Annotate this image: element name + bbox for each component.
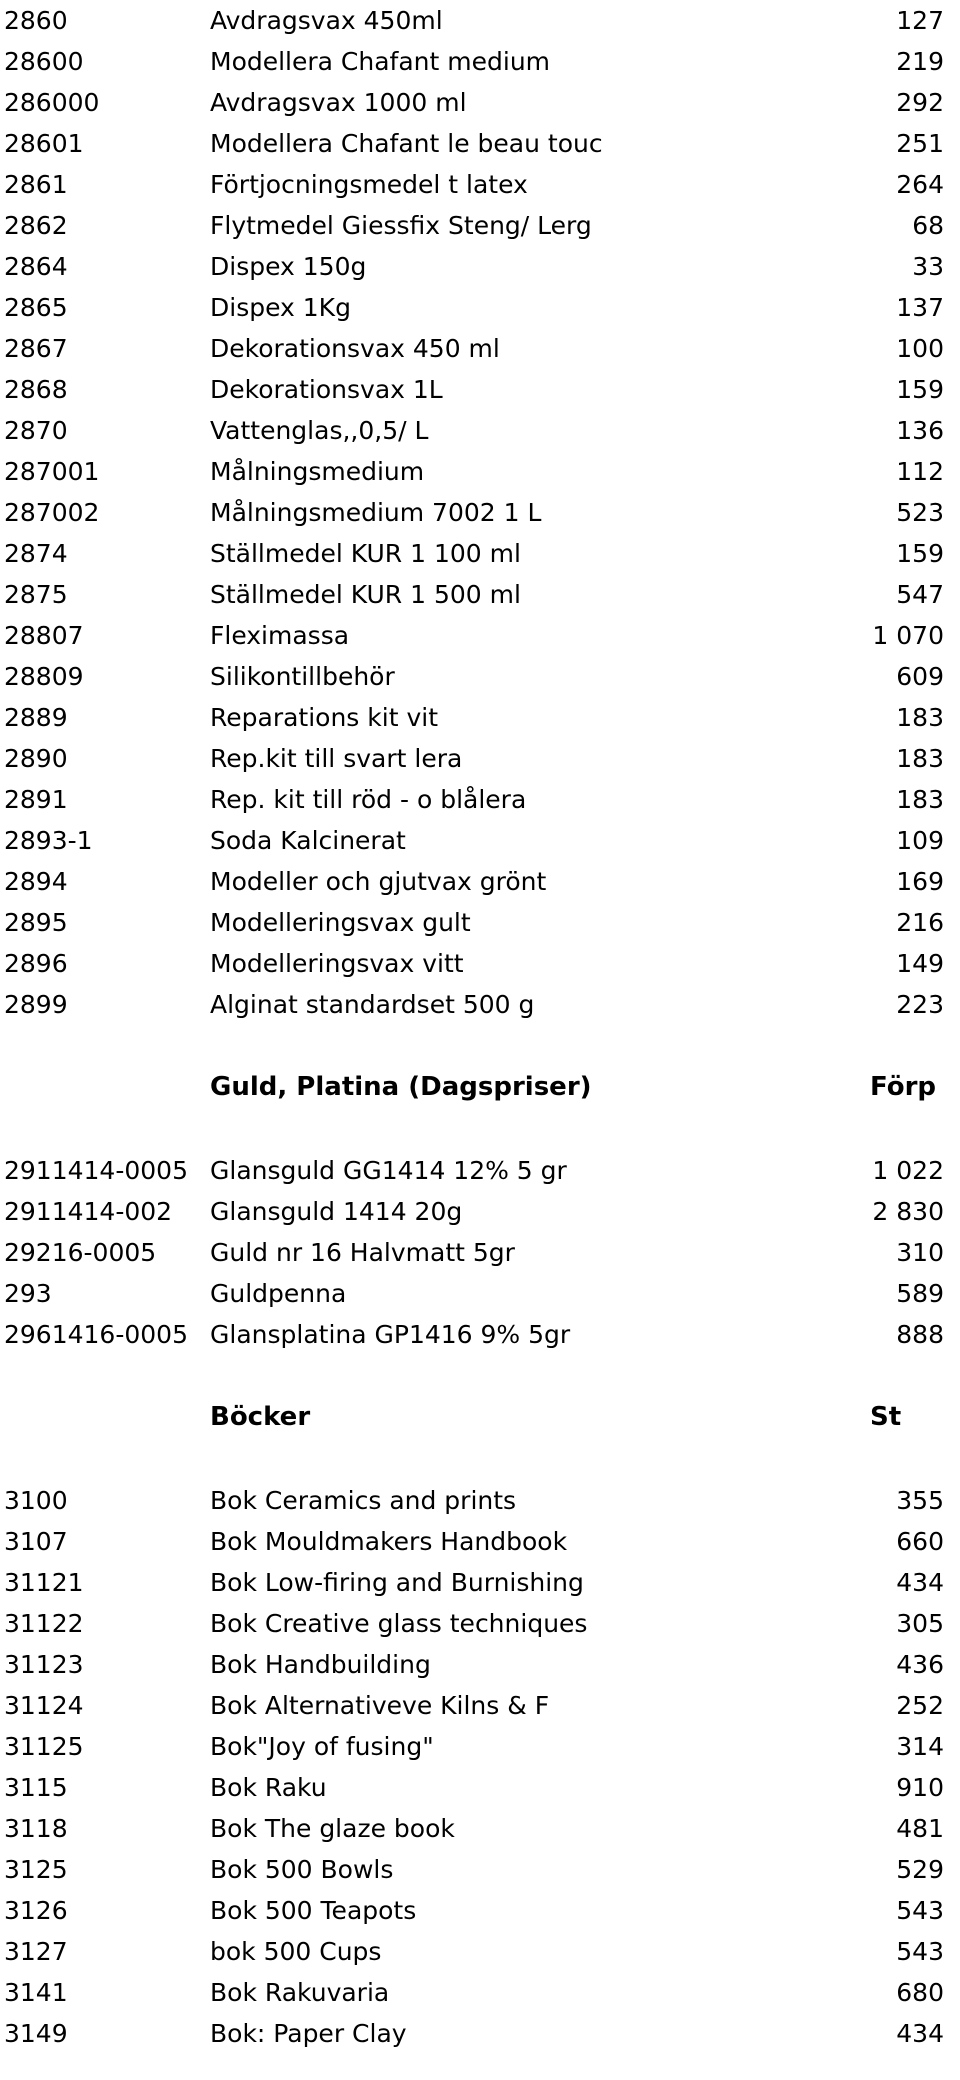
article-description: Modeller och gjutvax grönt [210, 867, 547, 896]
table-row [0, 1849, 960, 1890]
article-number: 2874 [4, 539, 68, 568]
table-row [0, 1150, 960, 1191]
article-price: 543 [896, 1896, 944, 1925]
article-price: 100 [896, 334, 944, 363]
table-row [0, 574, 960, 615]
article-description: Bok"Joy of fusing" [210, 1732, 434, 1761]
table-row [0, 1562, 960, 1603]
article-description: Modelleringsvax vitt [210, 949, 464, 978]
article-price: 252 [896, 1691, 944, 1720]
price-list-section-books [0, 1480, 960, 2054]
article-description: Bok 500 Teapots [210, 1896, 417, 1925]
table-row [0, 410, 960, 451]
article-price: 183 [896, 744, 944, 773]
article-price: 219 [896, 47, 944, 76]
article-number: 2893-1 [4, 826, 93, 855]
article-number: 2868 [4, 375, 68, 404]
table-row [0, 1273, 960, 1314]
article-number: 2890 [4, 744, 68, 773]
article-description: Ställmedel KUR 1 100 ml [210, 539, 521, 568]
article-description: Dekorationsvax 450 ml [210, 334, 500, 363]
price-list-section-gold [0, 1150, 960, 1355]
article-description: Soda Kalcinerat [210, 826, 406, 855]
article-number: 31124 [4, 1691, 84, 1720]
article-price: 547 [896, 580, 944, 609]
article-description: Avdragsvax 1000 ml [210, 88, 467, 117]
article-description: Bok Low-firing and Burnishing [210, 1568, 584, 1597]
table-row [0, 902, 960, 943]
section-heading-books [0, 1397, 960, 1438]
table-row [0, 1314, 960, 1355]
article-number: 2860 [4, 6, 68, 35]
table-row [0, 1480, 960, 1521]
article-price: 523 [896, 498, 944, 527]
article-description: Dekorationsvax 1L [210, 375, 443, 404]
article-description: Rep.kit till svart lera [210, 744, 463, 773]
article-number: 28809 [4, 662, 84, 691]
table-row [0, 492, 960, 533]
table-row [0, 41, 960, 82]
article-price: 609 [896, 662, 944, 691]
article-description: Bok Alternativeve Kilns & F [210, 1691, 550, 1720]
article-price: 136 [896, 416, 944, 445]
article-description: Reparations kit vit [210, 703, 438, 732]
article-number: 2894 [4, 867, 68, 896]
table-row [0, 2013, 960, 2054]
table-row [0, 246, 960, 287]
table-row [0, 1808, 960, 1849]
article-price: 434 [896, 1568, 944, 1597]
article-price: 264 [896, 170, 944, 199]
article-description: Dispex 150g [210, 252, 367, 281]
article-description: Målningsmedium 7002 1 L [210, 498, 542, 527]
article-description: Guld nr 16 Halvmatt 5gr [210, 1238, 515, 1267]
article-number: 3126 [4, 1896, 68, 1925]
article-price: 127 [896, 6, 944, 35]
article-price: 436 [896, 1650, 944, 1679]
article-description: Bok Mouldmakers Handbook [210, 1527, 568, 1556]
article-description: Bok The glaze book [210, 1814, 455, 1843]
table-row [0, 1726, 960, 1767]
article-price: 434 [896, 2019, 944, 2048]
article-description: Rep. kit till röd - o blålera [210, 785, 527, 814]
article-description: bok 500 Cups [210, 1937, 382, 1966]
section-title: Guld, Platina (Dagspriser) [210, 1072, 592, 1102]
article-number: 29216-0005 [4, 1238, 157, 1267]
article-price: 159 [896, 375, 944, 404]
table-row [0, 369, 960, 410]
table-row [0, 615, 960, 656]
table-row [0, 656, 960, 697]
article-number: 3115 [4, 1773, 68, 1802]
article-number: 2891 [4, 785, 68, 814]
article-number: 2911414-002 [4, 1197, 173, 1226]
article-number: 28600 [4, 47, 84, 76]
article-price: 109 [896, 826, 944, 855]
article-description: Bok Creative glass techniques [210, 1609, 588, 1638]
article-number: 2875 [4, 580, 68, 609]
article-description: Modellera Chafant medium [210, 47, 551, 76]
table-row [0, 1767, 960, 1808]
article-number: 2864 [4, 252, 68, 281]
article-price: 314 [896, 1732, 944, 1761]
article-number: 2865 [4, 293, 68, 322]
article-number: 2889 [4, 703, 68, 732]
table-row [0, 1931, 960, 1972]
table-row [0, 1521, 960, 1562]
section-heading-gold [0, 1067, 960, 1108]
article-price: 183 [896, 703, 944, 732]
unit-column-header: Förp [870, 1072, 937, 1102]
section-title: Böcker [210, 1402, 311, 1432]
article-number: 2862 [4, 211, 68, 240]
table-row [0, 164, 960, 205]
article-price: 169 [896, 867, 944, 896]
article-number: 287002 [4, 498, 100, 527]
article-number: 2870 [4, 416, 68, 445]
article-number: 3118 [4, 1814, 68, 1843]
table-row [0, 1191, 960, 1232]
article-price: 68 [912, 211, 944, 240]
article-description: Bok Ceramics and prints [210, 1486, 517, 1515]
article-description: Bok 500 Bowls [210, 1855, 394, 1884]
table-row [0, 1972, 960, 2013]
table-row [0, 205, 960, 246]
article-price: 137 [896, 293, 944, 322]
article-price: 680 [896, 1978, 944, 2007]
article-description: Glansplatina GP1416 9% 5gr [210, 1320, 571, 1349]
article-price: 589 [896, 1279, 944, 1308]
table-row [0, 533, 960, 574]
article-number: 31125 [4, 1732, 84, 1761]
article-number: 2896 [4, 949, 68, 978]
table-row [0, 451, 960, 492]
article-number: 31123 [4, 1650, 84, 1679]
article-description: Bok Rakuvaria [210, 1978, 390, 2007]
article-price: 223 [896, 990, 944, 1019]
table-row [0, 697, 960, 738]
article-price: 251 [896, 129, 944, 158]
article-description: Bok Raku [210, 1773, 327, 1802]
article-price: 216 [896, 908, 944, 937]
article-number: 293 [4, 1279, 52, 1308]
article-number: 31121 [4, 1568, 84, 1597]
article-number: 3149 [4, 2019, 68, 2048]
article-number: 3107 [4, 1527, 68, 1556]
table-row [0, 984, 960, 1025]
article-description: Alginat standardset 500 g [210, 990, 535, 1019]
article-description: Bok Handbuilding [210, 1650, 431, 1679]
article-description: Förtjocningsmedel t latex [210, 170, 528, 199]
article-description: Modellera Chafant le beau touc [210, 129, 603, 158]
article-description: Silikontillbehör [210, 662, 395, 691]
table-row [0, 861, 960, 902]
article-number: 28601 [4, 129, 84, 158]
table-row [0, 779, 960, 820]
article-description: Dispex 1Kg [210, 293, 351, 322]
article-price: 355 [896, 1486, 944, 1515]
article-description: Bok: Paper Clay [210, 2019, 407, 2048]
price-list-section-materials [0, 0, 960, 1025]
article-number: 286000 [4, 88, 100, 117]
table-row [0, 0, 960, 41]
article-price: 2 830 [872, 1197, 944, 1226]
article-number: 2861 [4, 170, 68, 199]
table-row [0, 82, 960, 123]
article-price: 1 022 [872, 1156, 944, 1185]
article-description: Guldpenna [210, 1279, 347, 1308]
article-description: Flytmedel Giessfix Steng/ Lerg [210, 211, 592, 240]
article-number: 2961416-0005 [4, 1320, 188, 1349]
article-price: 159 [896, 539, 944, 568]
table-row [0, 1890, 960, 1931]
article-number: 3127 [4, 1937, 68, 1966]
table-row [0, 943, 960, 984]
article-price: 33 [912, 252, 944, 281]
article-price: 481 [896, 1814, 944, 1843]
article-number: 2895 [4, 908, 68, 937]
article-description: Glansguld 1414 20g [210, 1197, 463, 1226]
table-row [0, 738, 960, 779]
article-price: 660 [896, 1527, 944, 1556]
article-number: 287001 [4, 457, 100, 486]
article-price: 310 [896, 1238, 944, 1267]
article-number: 3100 [4, 1486, 68, 1515]
article-price: 112 [896, 457, 944, 486]
article-description: Ställmedel KUR 1 500 ml [210, 580, 521, 609]
article-price: 292 [896, 88, 944, 117]
article-description: Vattenglas,,0,5/ L [210, 416, 429, 445]
article-number: 3125 [4, 1855, 68, 1884]
article-number: 2911414-0005 [4, 1156, 188, 1185]
table-row [0, 820, 960, 861]
table-row [0, 123, 960, 164]
article-price: 529 [896, 1855, 944, 1884]
table-row [0, 1644, 960, 1685]
article-number: 28807 [4, 621, 84, 650]
article-price: 910 [896, 1773, 944, 1802]
article-number: 2867 [4, 334, 68, 363]
table-row [0, 287, 960, 328]
article-description: Avdragsvax 450ml [210, 6, 443, 35]
article-price: 1 070 [872, 621, 944, 650]
article-description: Fleximassa [210, 621, 350, 650]
article-number: 3141 [4, 1978, 68, 2007]
table-row [0, 1603, 960, 1644]
article-number: 2899 [4, 990, 68, 1019]
article-price: 183 [896, 785, 944, 814]
article-description: Modelleringsvax gult [210, 908, 471, 937]
table-row [0, 1685, 960, 1726]
unit-column-header: St [870, 1402, 902, 1432]
article-description: Målningsmedium [210, 457, 425, 486]
table-row [0, 328, 960, 369]
article-price: 149 [896, 949, 944, 978]
article-price: 888 [896, 1320, 944, 1349]
article-description: Glansguld GG1414 12% 5 gr [210, 1156, 567, 1185]
article-price: 543 [896, 1937, 944, 1966]
article-price: 305 [896, 1609, 944, 1638]
article-number: 31122 [4, 1609, 84, 1638]
table-row [0, 1232, 960, 1273]
